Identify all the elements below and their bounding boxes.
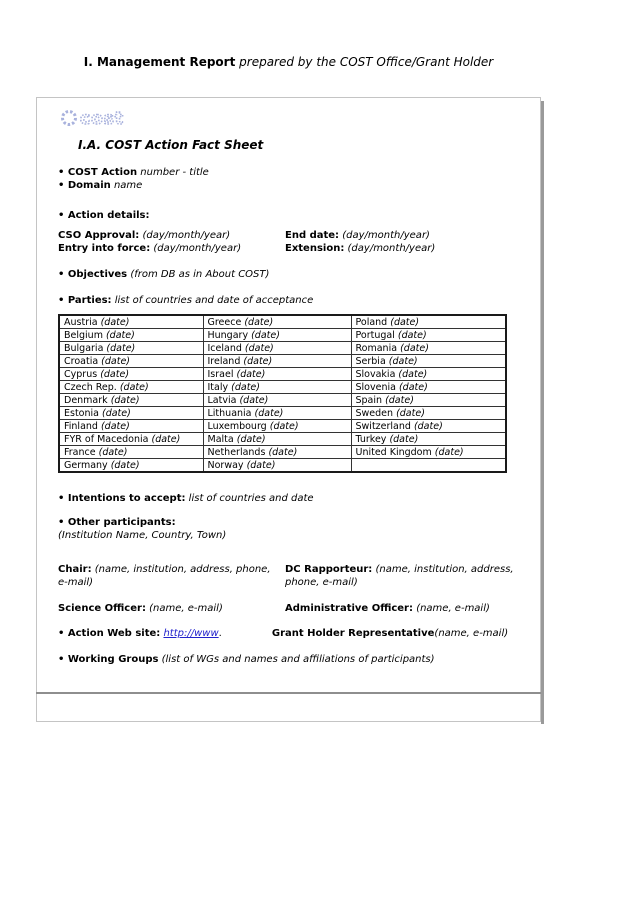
country-cell: Slovenia (date): [351, 381, 506, 394]
country-cell: Latvia (date): [203, 394, 351, 407]
table-row: [59, 381, 506, 394]
country-cell: Romania (date): [351, 342, 506, 355]
table-row: [59, 446, 506, 459]
parties-label: Parties:: [67, 295, 112, 306]
country-cell: Germany (date): [59, 459, 203, 473]
table-row: [59, 407, 506, 420]
administrative-officer-desc: (name, e-mail): [416, 603, 490, 614]
country-cell: Finland (date): [59, 420, 203, 433]
administrative-officer: [285, 602, 507, 615]
web-site-line: [58, 627, 519, 640]
fact-sheet-content: [37, 98, 540, 666]
intentions-label: Intentions to accept:: [67, 493, 186, 504]
cso-approval-label: CSO Approval:: [58, 230, 140, 241]
extension-value: (day/month/year): [347, 243, 436, 254]
cost-logo-icon: [60, 108, 144, 128]
cso-approval: [58, 229, 285, 242]
bullet-objectives: [58, 268, 519, 281]
parties-desc: list of countries and date of acceptance: [114, 295, 314, 306]
extension-label: Extension:: [285, 243, 345, 254]
end-date-value: (day/month/year): [342, 230, 430, 241]
country-cell: Israel (date): [203, 368, 351, 381]
bullet-working-groups: [58, 653, 519, 666]
table-row: [59, 355, 506, 368]
country-cell: FYR of Macedonia (date): [59, 433, 203, 446]
bullet-intentions: [58, 492, 519, 505]
chair-label: Chair:: [58, 564, 92, 575]
country-cell: Austria (date): [59, 315, 203, 329]
science-officer-desc: (name, e-mail): [149, 603, 223, 614]
parties-table: [58, 314, 507, 473]
country-cell: Switzerland (date): [351, 420, 506, 433]
domain-label: Domain: [67, 180, 111, 191]
country-cell: Czech Rep. (date): [59, 381, 203, 394]
country-cell: Slovakia (date): [351, 368, 506, 381]
country-cell: Italy (date): [203, 381, 351, 394]
web-site-link[interactable]: http://www: [163, 628, 219, 639]
entry-into-force: [58, 242, 285, 255]
country-cell: Malta (date): [203, 433, 351, 446]
domain-desc: name: [113, 180, 143, 191]
country-cell: France (date): [59, 446, 203, 459]
detail-row-2: [58, 242, 519, 255]
cost-logo: [60, 108, 519, 126]
bullet-action-details: • Action details:: [58, 209, 519, 222]
country-cell: Denmark (date): [59, 394, 203, 407]
cost-action-label: COST Action: [67, 167, 138, 178]
end-date-label: End date:: [285, 230, 340, 241]
cost-logo-text: cost: [80, 109, 125, 128]
country-cell: Hungary (date): [203, 329, 351, 342]
extension: [285, 242, 519, 255]
country-cell: Croatia (date): [59, 355, 203, 368]
table-row: [59, 420, 506, 433]
table-row: [59, 329, 506, 342]
table-row: [59, 315, 506, 329]
country-cell: Luxembourg (date): [203, 420, 351, 433]
table-row: [59, 342, 506, 355]
entry-into-force-value: (day/month/year): [153, 243, 242, 254]
entry-into-force-label: Entry into force:: [58, 243, 151, 254]
cso-approval-value: (day/month/year): [142, 230, 231, 241]
country-cell: United Kingdom (date): [351, 446, 506, 459]
country-cell: Bulgaria (date): [59, 342, 203, 355]
bullet-cost-action: [58, 166, 519, 179]
country-cell: Cyprus (date): [59, 368, 203, 381]
country-cell: Ireland (date): [203, 355, 351, 368]
web-site-period: .: [218, 628, 222, 639]
objectives-label: Objectives: [67, 269, 128, 280]
grant-holder-desc: (name, e-mail): [434, 628, 509, 639]
country-cell: Poland (date): [351, 315, 506, 329]
bullet-parties: [58, 294, 519, 307]
country-cell: Spain (date): [351, 394, 506, 407]
working-groups-desc: (list of WGs and names and affiliations of participants): [161, 654, 435, 665]
country-cell: Estonia (date): [59, 407, 203, 420]
action-web-site-label: Action Web site:: [67, 628, 161, 639]
table-row: [59, 433, 506, 446]
country-cell: Iceland (date): [203, 342, 351, 355]
country-cell: Belgium (date): [59, 329, 203, 342]
science-officer: [58, 602, 274, 615]
contacts-row-2: [58, 602, 519, 615]
page-title-bold: I. Management Report: [83, 55, 236, 69]
intentions-desc: list of countries and date: [188, 493, 314, 504]
country-cell: Lithuania (date): [203, 407, 351, 420]
fact-sheet-heading: I.A. COST Action Fact Sheet: [78, 138, 264, 152]
chair-desc: (name, institution, address, phone, e-mail): [58, 564, 271, 588]
divider-line: [36, 692, 541, 694]
bullet-domain: [58, 179, 519, 192]
dc-rapporteur-label: DC Rapporteur:: [285, 564, 373, 575]
cost-action-desc: number - title: [140, 167, 209, 178]
objectives-desc: (from DB as in About COST): [130, 269, 270, 280]
country-cell: Norway (date): [203, 459, 351, 473]
dc-rapporteur: [285, 563, 515, 589]
country-cell: Greece (date): [203, 315, 351, 329]
empty-cell: [351, 459, 506, 473]
country-cell: Serbia (date): [351, 355, 506, 368]
administrative-officer-label: Administrative Officer:: [285, 603, 413, 614]
country-cell: Netherlands (date): [203, 446, 351, 459]
page-title-rest: prepared by the COST Office/Grant Holder: [235, 55, 494, 69]
chair: [58, 563, 274, 589]
page-title: [36, 55, 541, 70]
table-row: [59, 459, 506, 473]
country-cell: Sweden (date): [351, 407, 506, 420]
dc-rapporteur-desc: (name, institution, address, phone, e-mail): [285, 564, 514, 588]
fact-sheet-box: [36, 97, 541, 722]
science-officer-label: Science Officer:: [58, 603, 146, 614]
table-row: [59, 368, 506, 381]
country-cell: Portugal (date): [351, 329, 506, 342]
table-row: [59, 394, 506, 407]
grant-holder-label: Grant Holder Representative: [271, 628, 435, 639]
country-cell: Turkey (date): [351, 433, 506, 446]
other-participants-desc: (Institution Name, Country, Town): [58, 530, 227, 541]
detail-row-1: [58, 229, 519, 242]
bullet-other-participants: • Other participants:: [58, 516, 519, 529]
end-date: [285, 229, 519, 242]
working-groups-label: Working Groups: [67, 654, 159, 665]
contacts-row-1: [58, 563, 519, 589]
